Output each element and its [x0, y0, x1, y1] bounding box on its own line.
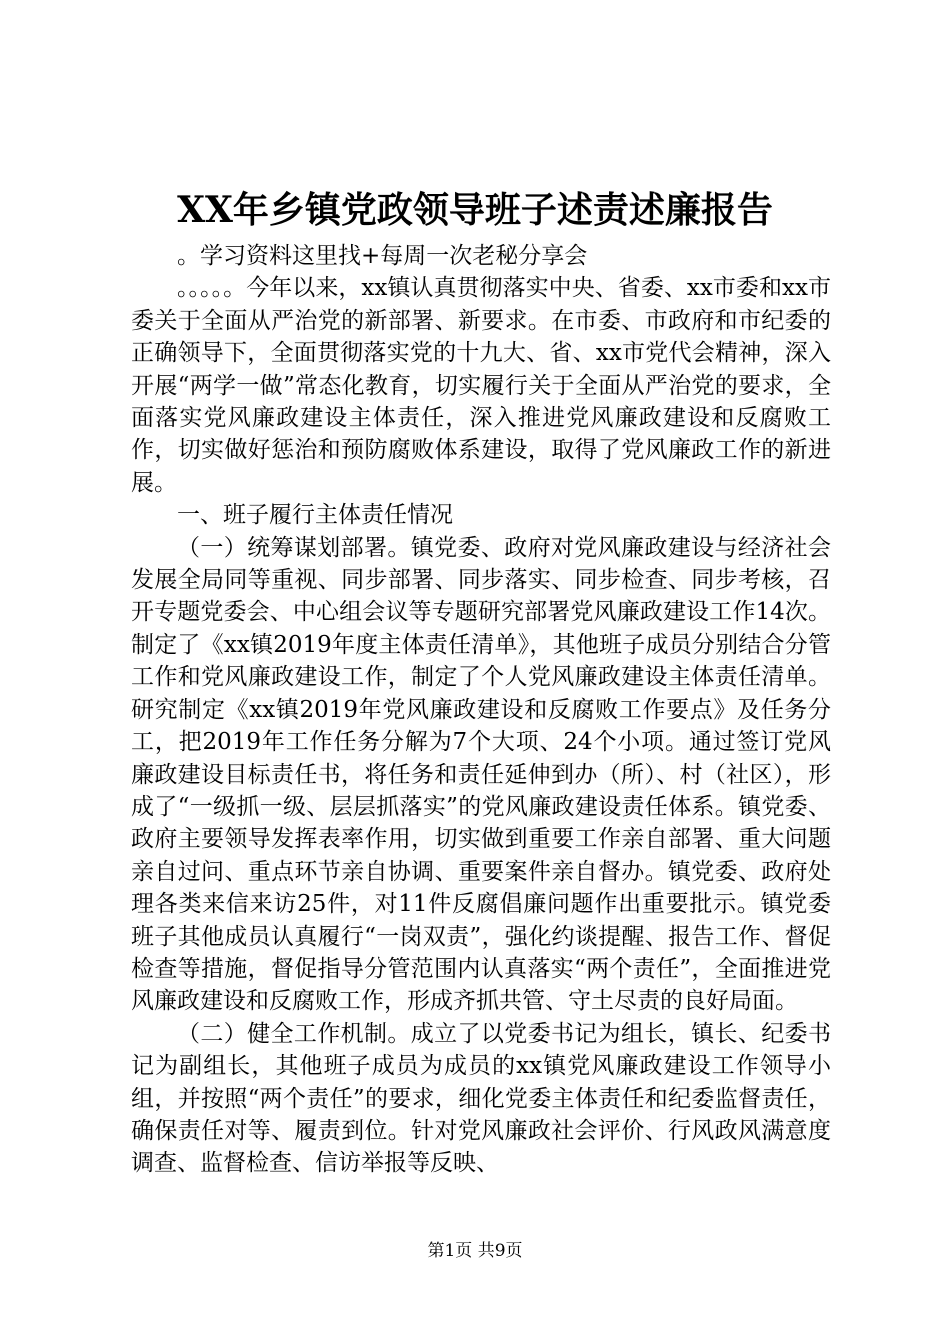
subsection-1-text: 镇党委、政府对党风廉政建设与经济社会发展全局同等重视、同步部署、同步落实、同步检查、同步考核，召开专题党委会、中心组会议等专题研究部署党风廉政建设工作14次。制定了《xx镇2019年度主体责任清单》，其他班子成员分别结合分管工作和党风廉政建设工作，制定了个人党风廉政建设主体责任清单。研究制定《xx镇2019年党风廉政建设和反腐败工作要点》及任务分工，把2019年工作任务分解为7个大项、24个小项。通过签订党风廉政建设目标责任书，将任务和责任延伸到办（所）、村（社区），形成了“一级抓一级、层层抓落实”的党风廉政建设责任体系。镇党委、政府主要领导发挥表率作用，切实做到重要工作亲自部署、重大问题亲自过问、重点环节亲自协调、重要案件亲自督办。镇党委、政府处理各类来信来访25件，对11件反腐倡廉问题作出重要批示。镇党委班子其他成员认真履行“一岗双责”，强化约谈提醒、报告工作、督促检查等措施，督促指导分管范围内认真落实“两个责任”，全面推进党风廉政建设和反腐败工作，形成齐抓共管、守土尽责的良好局面。	[131, 534, 832, 1015]
subsection-2-heading: （二）健全工作机制。	[177, 1020, 411, 1047]
subsection-1-heading: （一）统筹谋划部署。	[177, 534, 411, 561]
page-footer: 第1页 共9页	[427, 1241, 523, 1261]
subsection-1-paragraph	[131, 532, 831, 1018]
document-title: XX年乡镇党政领导班子述责述廉报告	[177, 189, 773, 231]
subsection-2-paragraph	[131, 1018, 831, 1180]
paragraph-intro: 。。。。。今年以来，xx镇认真贯彻落实中央、省委、xx市委和xx市委关于全面从严治党的新部署、新要求。在市委、市政府和市纪委的正确领导下，全面贯彻落实党的十九大、省、xx市党代会精神，深入开展“两学一做”常态化教育，切实履行关于全面从严治党的要求，全面落实党风廉政建设主体责任，深入推进党风廉政建设和反腐败工作，切实做好惩治和预防腐败体系建设，取得了党风廉政工作的新进展。	[131, 275, 831, 496]
intro-line: 。学习资料这里找+每周一次老秘分享会	[177, 243, 588, 269]
subsection-2-text: 成立了以党委书记为组长，镇长、纪委书记为副组长，其他班子成员为成员的xx镇党风廉政建设工作领导小组，并按照“两个责任”的要求，细化党委主体责任和纪委监督责任，确保责任对等、履责到位。针对党风廉政社会评价、行风政风满意度调查、监督检查、信访举报等反映、	[131, 1020, 832, 1177]
section-heading: 一、班子履行主体责任情况	[177, 502, 453, 529]
document-body	[131, 240, 831, 1180]
